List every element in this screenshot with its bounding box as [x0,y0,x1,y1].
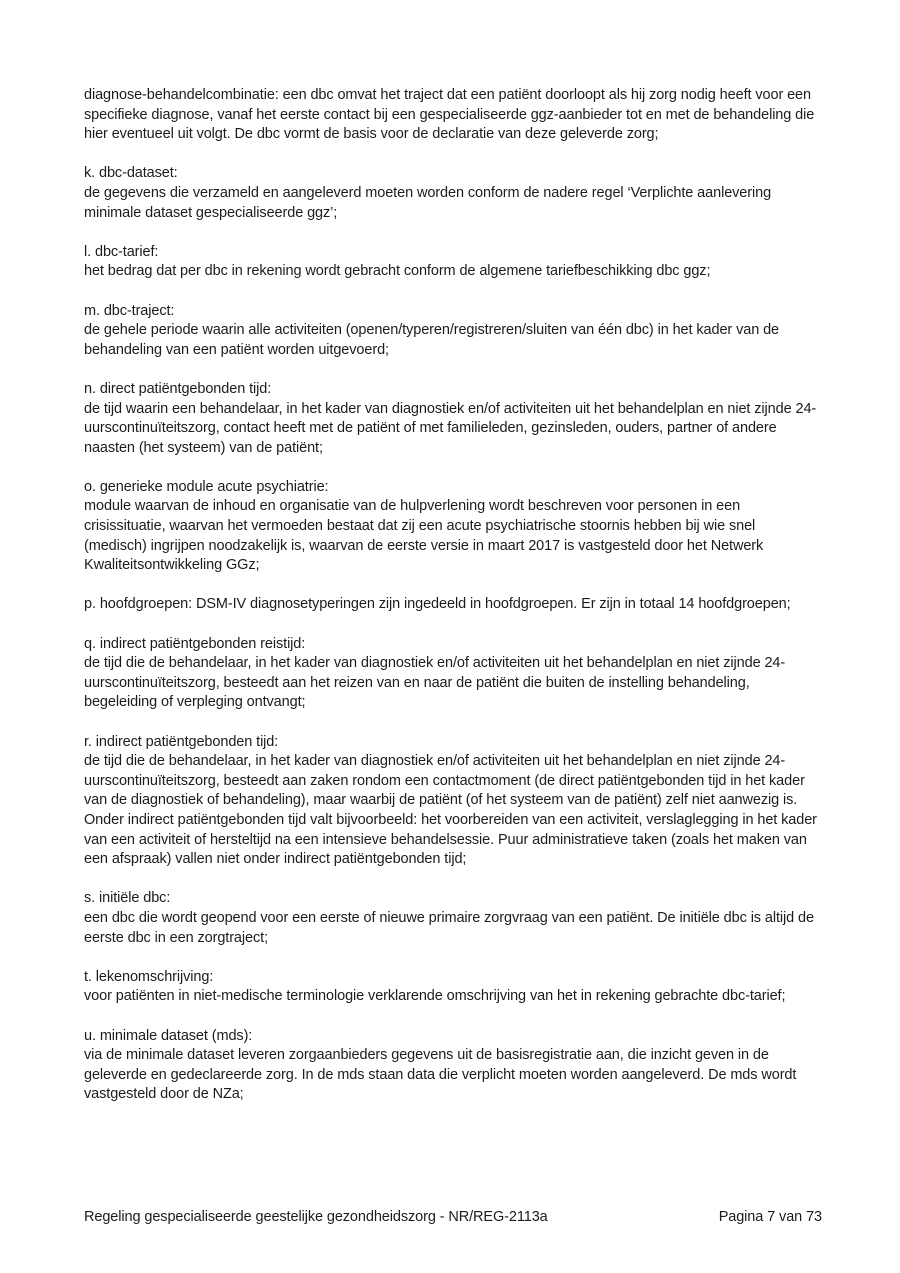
definition-entry [84,595,818,615]
definition-text: voor patiënten in niet-medische terminologie verklarende omschrijving van het in rekening gebrachte dbc-tarief; [84,988,786,1005]
definition-term: r. indirect patiëntgebonden tijd: [84,733,279,750]
definition-text: de tijd waarin een behandelaar, in het kader van diagnostiek en/of activiteiten uit het behandelplan en niet zijnde 24-uurscontinuïteitszorg, contact heeft met de patiënt of met familieleden, gezinsleden, ouders, partner of andere naasten (het systeem) van de patiënt; [84,400,817,456]
definition-term: t. lekenomschrijving: [84,968,214,985]
definition-entry [84,380,818,458]
document-body [84,86,818,1105]
definition-entry [84,243,818,282]
definition-text: een dbc die wordt geopend voor een eerste of nieuwe primaire zorgvraag van een patiënt. De initiële dbc is altijd de eerste dbc in een zorgtraject; [84,909,814,946]
definition-term: o. generieke module acute psychiatrie: [84,478,329,495]
definition-text: diagnose-behandelcombinatie: een dbc omvat het traject dat een patiënt doorloopt als hij zorg nodig heeft voor een specifieke diagnose, vanaf het eerste contact bij een gespecialiseerde ggz-aanbieder tot en met de behandeling die hier eventueel uit volgt. De dbc vormt de basis voor de declaratie van deze geleverde zorg; [84,87,815,143]
definition-entry [84,164,818,223]
definition-entry [84,889,818,948]
definition-text: de tijd die de behandelaar, in het kader van diagnostiek en/of activiteiten uit het behandelplan en niet zijnde 24-uurscontinuïteitszorg, besteedt aan het reizen van en naar de patiënt die buiten de instelling behandeling, begeleiding of verpleging ontvangt; [84,655,786,711]
definition-term: l. dbc-tarief: [84,243,159,260]
definition-text: via de minimale dataset leveren zorgaanbieders gegevens uit de basisregistratie aan, die inzicht geven in de geleverde en gedeclareerde zorg. In de mds staan data die verplicht moeten worden aangeleverd. De mds wordt vastgesteld door de NZa; [84,1047,797,1103]
page-footer [84,1208,822,1228]
definition-entry [84,968,818,1007]
definition-text: de tijd die de behandelaar, in het kader van diagnostiek en/of activiteiten uit het behandelplan en niet zijnde 24-uurscontinuïteitszorg, besteedt aan zaken rondom een contactmoment (de direct patiëntgebonden tijd in het kader van de diagnostiek of behandeling), maar waarbij de patiënt (of het systeem van de patiënt) zelf niet aanwezig is. Onder indirect patiëntgebonden tijd valt bijvoorbeeld: het voorbereiden van een activiteit, verslaglegging in het kader van een activiteit of hersteltijd na een intensieve behandelsessie. Puur administratieve taken (zoals het maken van een afspraak) vallen niet onder indirect patiëntgebonden tijd; [84,753,817,868]
definition-term: q. indirect patiëntgebonden reistijd: [84,635,306,652]
definition-term: m. dbc-traject: [84,302,175,319]
definition-text: het bedrag dat per dbc in rekening wordt gebracht conform de algemene tariefbeschikking dbc ggz; [84,263,711,280]
footer-document-title: Regeling gespecialiseerde geestelijke gezondheidszorg - NR/REG-2113a [84,1209,548,1225]
definition-text: p. hoofdgroepen: DSM-IV diagnosetyperingen zijn ingedeeld in hoofdgroepen. Er zijn in totaal 14 hoofdgroepen; [84,596,791,613]
definition-term: n. direct patiëntgebonden tijd: [84,380,272,397]
definition-entry [84,86,818,145]
definition-text: module waarvan de inhoud en organisatie van de hulpverlening wordt beschreven voor personen in een crisissituatie, waarvan het vermoeden bestaat dat zij een acute psychiatrische stoornis hebben bij wie snel (medisch) ingrijpen noodzakelijk is, waarvan de eerste versie in maart 2017 is vastgesteld door het Netwerk Kwaliteitsontwikkeling GGz; [84,498,764,574]
definition-term: k. dbc-dataset: [84,165,178,182]
definition-text: de gegevens die verzameld en aangeleverd moeten worden conform de nadere regel ‘Verplichte aanlevering minimale dataset gespecialiseerde ggz’; [84,184,772,221]
definition-entry [84,635,818,713]
definition-entry [84,478,818,576]
definition-term: u. minimale dataset (mds): [84,1027,253,1044]
definition-entry [84,1027,818,1105]
definition-entry [84,302,818,361]
definition-term: s. initiële dbc: [84,890,171,907]
definition-entry [84,733,818,870]
footer-page-number: Pagina 7 van 73 [718,1209,822,1225]
definition-text: de gehele periode waarin alle activiteiten (openen/typeren/registreren/sluiten van één dbc) in het kader van de behandeling van een patiënt worden uitgevoerd; [84,322,780,358]
